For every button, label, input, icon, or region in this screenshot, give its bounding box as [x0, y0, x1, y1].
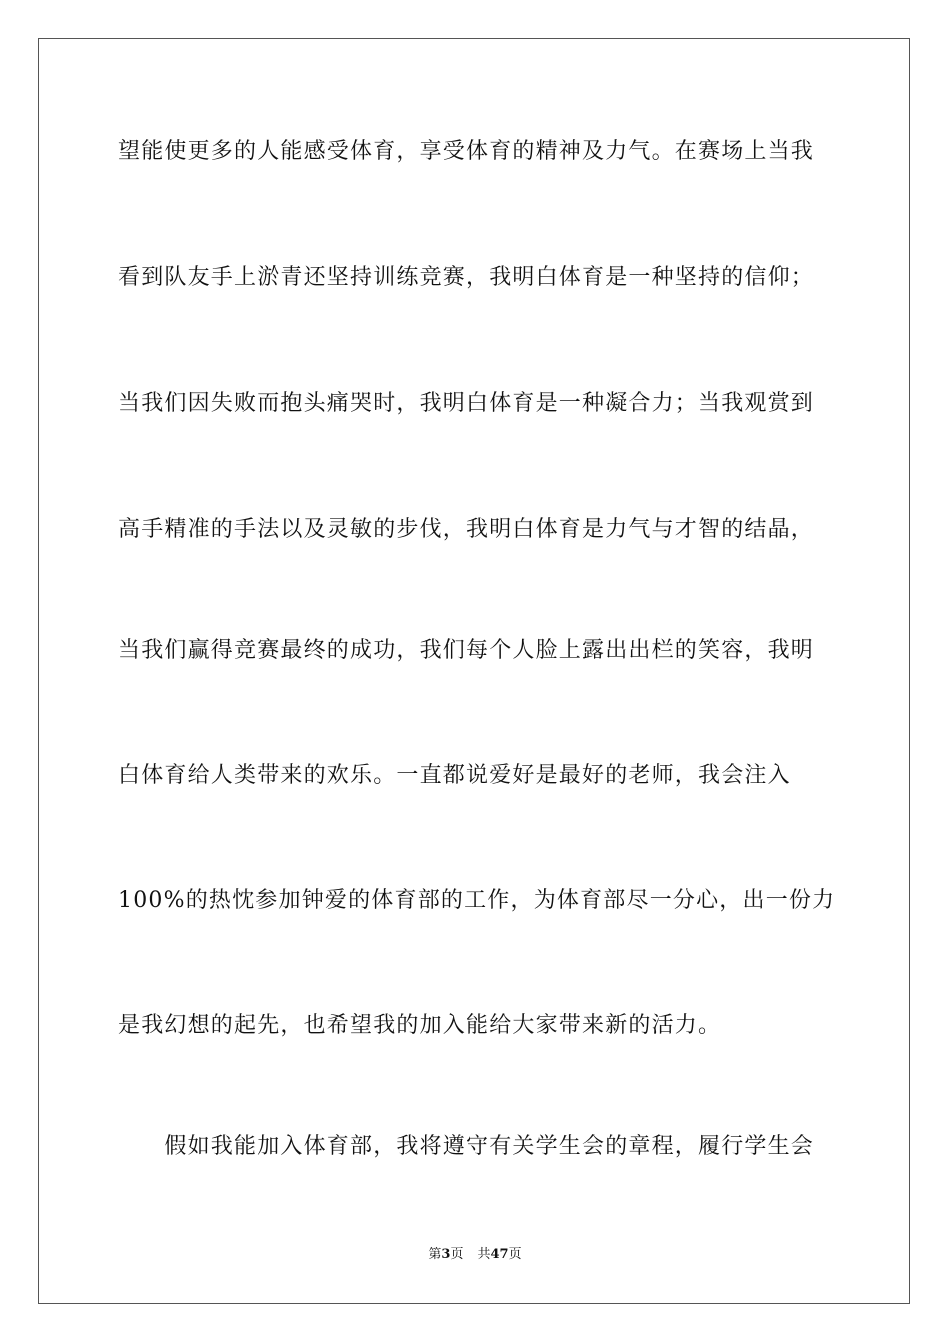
body-text-line-6: 白体育给人类带来的欢乐。一直都说爱好是最好的老师，我会注入	[118, 763, 791, 788]
body-text-line-8: 是我幻想的起先，也希望我的加入能给大家带来新的活力。	[118, 1013, 722, 1038]
body-text-line-2: 看到队友手上淤青还坚持训练竞赛，我明白体育是一种坚持的信仰；	[118, 265, 815, 290]
page-suffix: 页	[450, 1247, 464, 1262]
page-footer	[0, 1246, 950, 1264]
page-prefix: 第	[428, 1247, 442, 1262]
body-text-line-7: 100%的热忱参加钟爱的体育部的工作，为体育部尽一分心，出一份力	[118, 888, 836, 913]
body-text-line-5: 当我们赢得竞赛最终的成功，我们每个人脸上露出出栏的笑容，我明	[118, 638, 815, 663]
total-prefix: 共	[477, 1247, 491, 1262]
body-text-line-3: 当我们因失败而抱头痛哭时，我明白体育是一种凝合力；当我观赏到	[118, 391, 815, 416]
total-suffix: 页	[508, 1247, 522, 1262]
page-border	[38, 38, 910, 1304]
page-number: 3	[441, 1247, 451, 1262]
body-text-line-9: 假如我能加入体育部，我将遵守有关学生会的章程，履行学生会	[118, 1134, 815, 1159]
body-text-line-1: 望能使更多的人能感受体育，享受体育的精神及力气。在赛场上当我	[118, 139, 815, 164]
total-pages: 47	[490, 1247, 509, 1262]
body-text-line-4: 高手精准的手法以及灵敏的步伐，我明白体育是力气与才智的结晶，	[118, 517, 815, 542]
